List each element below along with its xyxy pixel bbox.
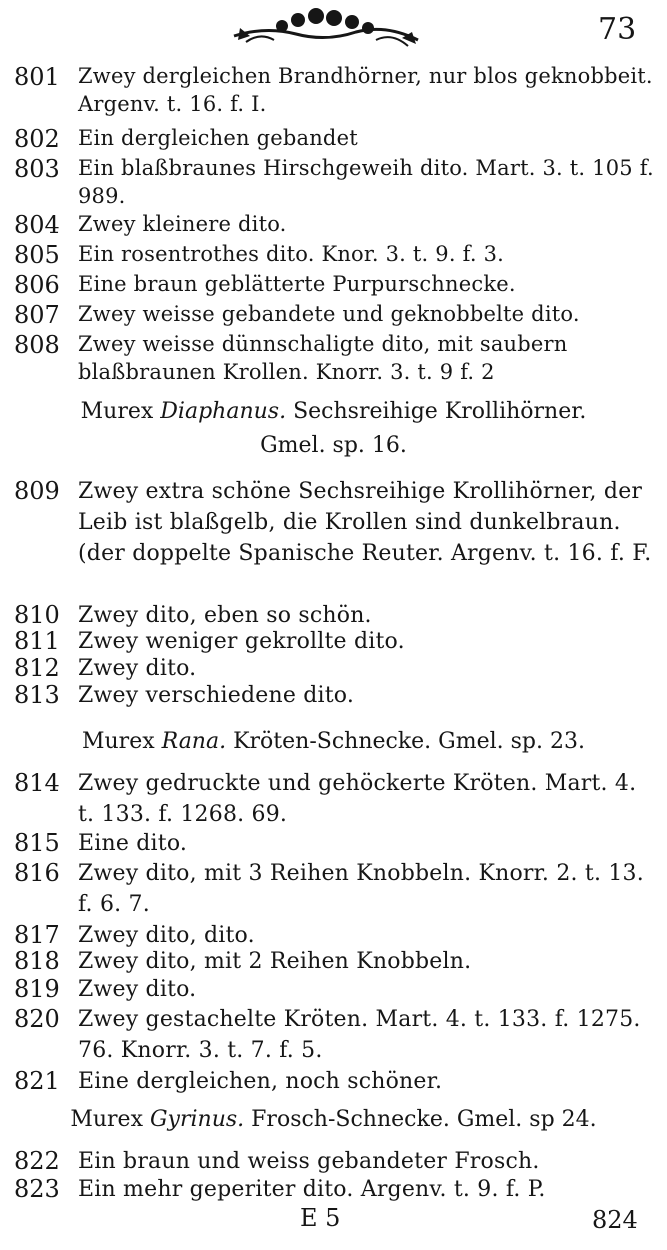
species-name: Rana. <box>161 729 227 754</box>
species-name: Diaphanus. <box>160 399 287 424</box>
entry-number: 819 <box>14 975 60 1003</box>
entry-number: 803 <box>14 155 60 183</box>
floral-vignette-icon <box>226 6 426 50</box>
common-name: Frosch-Schnecke. Gmel. sp 24. <box>251 1107 597 1132</box>
entry-number: 809 <box>14 477 60 505</box>
entry-text: Zwey weisse gebandete und geknobbelte dito. <box>78 302 580 326</box>
page-number: 73 <box>598 12 637 47</box>
entry-text: Eine braun geblätterte Purpurschnecke. <box>78 272 516 296</box>
section-heading-gyrinus <box>0 1106 667 1134</box>
section-heading-rana <box>0 728 667 756</box>
entry-number: 802 <box>14 125 60 153</box>
entry-text: Zwey dito, mit 3 Reihen Knobbeln. Knorr. 2. t. 13. f. 6. 7. <box>78 861 644 917</box>
entry-text: Zwey verschiedene dito. <box>78 683 355 708</box>
entry-text: Zwey dergleichen Brandhörner, nur blos geknobbeit. Argenv. t. 16. f. I. <box>78 64 653 116</box>
entry-text: Zwey dito, mit 2 Reihen Knobbeln. <box>78 949 472 974</box>
entry-text: Eine dergleichen, noch schöner. <box>78 1069 443 1094</box>
entry-number: 805 <box>14 241 60 269</box>
entry-number: 811 <box>14 627 60 655</box>
entry-text: Zwey dito. <box>78 656 197 681</box>
entry-number: 822 <box>14 1147 60 1175</box>
entry-text: Zwey dito. <box>78 977 197 1002</box>
entry-text: Zwey extra schöne Sechsreihige Krollihörner, der Leib ist blaßgelb, die Krollen sind dunkelbraun. (der doppelte Spanische Reuter. Argenv. t. 16. f. F. <box>78 479 652 566</box>
entry-text: Zwey kleinere dito. <box>78 212 287 236</box>
entry-text: Ein braun und weiss gebandeter Frosch. <box>78 1149 540 1174</box>
entry-text: Eine dito. <box>78 831 188 856</box>
entry-number: 806 <box>14 271 60 299</box>
common-name: Sechsreihige Krollihörner. <box>293 399 587 424</box>
entry-number: 808 <box>14 331 60 359</box>
entry-number: 815 <box>14 829 60 857</box>
entry-text: Ein blaßbraunes Hirschgeweih dito. Mart. 3. t. 105 f. 989. <box>78 156 654 208</box>
entry-number: 804 <box>14 211 60 239</box>
entry-number: 823 <box>14 1175 60 1203</box>
genus-name: Murex <box>80 399 154 424</box>
common-name: Kröten-Schnecke. Gmel. sp. 23. <box>233 729 585 754</box>
entry-text: Zwey dito, eben so schön. <box>78 603 372 628</box>
entry-text: Ein mehr geperiter dito. Argenv. t. 9. f. P. <box>78 1177 546 1202</box>
entry-text: Zwey gedruckte und gehöckerte Kröten. Mart. 4. t. 133. f. 1268. 69. <box>78 771 637 827</box>
entry-text: Ein rosentrothes dito. Knor. 3. t. 9. f. 3. <box>78 242 505 266</box>
entry-number: 816 <box>14 859 60 887</box>
catchword: 824 <box>592 1206 638 1234</box>
entry-number: 817 <box>14 921 60 949</box>
entry-number: 820 <box>14 1005 60 1033</box>
entry-text: Zwey weisse dünnschaligte dito, mit saubern blaßbraunen Krollen. Knorr. 3. t. 9 f. 2 <box>78 332 568 384</box>
entry-text: Ein dergleichen gebandet <box>78 126 358 150</box>
species-name: Gyrinus. <box>149 1107 245 1132</box>
entry-number: 813 <box>14 681 60 709</box>
entry-number: 807 <box>14 301 60 329</box>
section-heading-diaphanus <box>0 398 667 426</box>
signature-mark: E 5 <box>300 1204 341 1232</box>
entry-text: Zwey dito, dito. <box>78 923 255 948</box>
entry-number: 814 <box>14 769 60 797</box>
entry-number: 818 <box>14 947 60 975</box>
entry-text: Zwey gestachelte Kröten. Mart. 4. t. 133. f. 1275. 76. Knorr. 3. t. 7. f. 5. <box>78 1007 641 1063</box>
entry-number: 812 <box>14 654 60 682</box>
genus-name: Murex <box>70 1107 143 1132</box>
genus-name: Murex <box>81 729 155 754</box>
section-reference: Gmel. sp. 16. <box>260 433 407 458</box>
entry-number: 821 <box>14 1067 60 1095</box>
entry-text: Zwey weniger gekrollte dito. <box>78 629 405 654</box>
entry-number: 801 <box>14 63 60 91</box>
entry-number: 810 <box>14 601 60 629</box>
